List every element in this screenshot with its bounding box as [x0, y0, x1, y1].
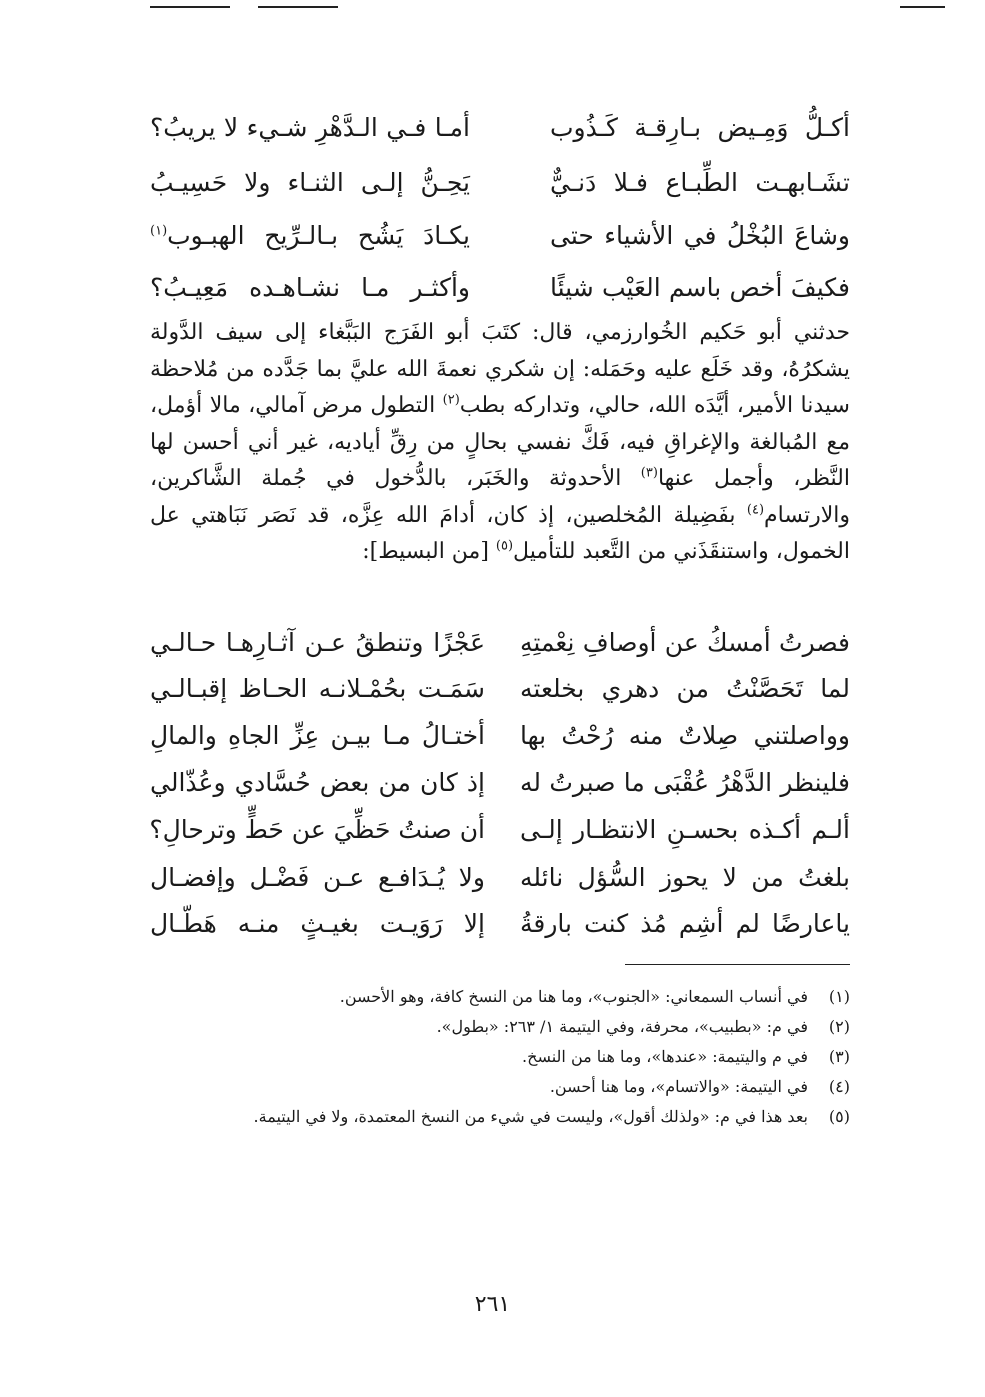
footnote-text: في اليتيمة: «والاتسام»، وما هنا أحسن.: [549, 1077, 808, 1096]
verse-second-hemistich: [150, 163, 470, 203]
verse-first-hemistich: لما تَحَصَّنْتُ من دهري بخلعته: [520, 674, 850, 703]
footnote: [150, 982, 850, 1012]
verse-first-hemistich: تشَـابهـت الطِّبـاع فـلا دَنـيٌّ: [550, 168, 850, 197]
verse-line: [150, 763, 850, 813]
hemistich-text: أمـا فـي الـدَّهْرِ شـيء لا يريبُ؟: [150, 113, 470, 142]
verse-line: [150, 716, 850, 766]
header-rule: [900, 6, 945, 8]
verse-line: [150, 108, 850, 158]
verse-second-hemistich: أختـالُ مـا بيـن عِزِّ الجاهِ والمالِ: [150, 721, 485, 750]
footnotes: [150, 982, 850, 1132]
footnote-marker: (٤): [746, 502, 765, 518]
hemistich-text: وأكثـر مـا نشـاهـده مَعِيـبُ؟: [150, 273, 470, 302]
verse-first-hemistich: وواصلتني صِلاتٌ منه رُحْتُ بها: [520, 721, 850, 750]
verse-line: [150, 669, 850, 719]
footnote: [150, 1012, 850, 1042]
footnote-marker: (٥): [495, 538, 514, 554]
verse-line: [150, 904, 850, 954]
verse-first-hemistich: وشاعَ البُخْلُ في الأشياء حتى: [550, 221, 850, 250]
verse-second-hemistich: [150, 268, 470, 308]
verse-second-hemistich: سَمَـت بحُمْـلانـه الحـاظ إقبـالـي: [150, 674, 485, 703]
footnote: [150, 1042, 850, 1072]
header-rule: [150, 6, 230, 8]
footnote-number: (٣): [828, 1047, 850, 1066]
verse-line: [150, 163, 850, 213]
footnote-text: بعد هذا في م: «ولذلك أقول»، وليست في شيء من النسخ المعتمدة، ولا في اليتيمة.: [253, 1107, 808, 1126]
footnote-number: (٥): [828, 1107, 850, 1126]
prose-text: حدثني أبو حَكيم الخُوارزمي، قال: كتَبَ أبو الفَرَج البَبَّغاء إلى سيف الدَّولة يشكرُهُ، وقد خَلَع عليه وحَمَله: إن شكري نعمةَ الله عليَّ بما جَدَّده من مُلاحظة سيدنا الأمير، أيَّدَه الله، حالي، وتداركه بطب: [150, 320, 850, 418]
footnote-number: (١): [828, 987, 850, 1006]
prose-text: التطول مرض آمالي، مالا أؤمل، مع المُبالغة والإغراقِ فيه، فَكَّ نفسي بحالٍ من رِقِّ أياديه، غير أني أحسن لها النَّظر، وأجمل عنها: [150, 393, 850, 491]
prose-paragraph: [150, 315, 850, 571]
footnote-separator: [625, 964, 850, 965]
verse-line: [150, 216, 850, 266]
footnote: [150, 1072, 850, 1102]
verse-first-hemistich: ياعارضًا لم أشِم مُذ كنت بارقةُ: [520, 909, 850, 938]
verse-line: [150, 268, 850, 318]
verse-first-hemistich: فكيفَ أخص باسم العَيْب شيئًا: [550, 273, 850, 302]
verse-first-hemistich: بلغتُ من لا يحوز السُّؤل نائله: [520, 863, 850, 892]
footnote-marker: (٢): [442, 392, 460, 408]
verse-line: [150, 810, 850, 860]
verse-first-hemistich: فصرتُ أمسكُ عن أوصافِ نِعْمتِهِ: [520, 628, 850, 657]
footnote-marker: (١): [150, 223, 168, 239]
footnote-number: (٤): [828, 1077, 850, 1096]
footnote-text: في م واليتيمة: «عندها»، وما هنا من النسخ.: [522, 1047, 808, 1066]
verse-second-hemistich: ولا يُـدَافـع عـن فَضْـل وإفضـال: [150, 863, 485, 892]
verse-second-hemistich: أن صنتُ حَظِّيَ عن حَطٍّ وترحالِ؟: [149, 815, 485, 844]
footnote: [150, 1102, 850, 1132]
verse-line: [150, 858, 850, 908]
footnote-text: في م: «بطبيب»، محرفة، وفي اليتيمة ١/ ٢٦٣: «بطول».: [436, 1017, 808, 1036]
verse-second-hemistich: [150, 216, 470, 256]
footnote-number: (٢): [828, 1017, 850, 1036]
prose-text: [من البسيط]:: [362, 539, 496, 564]
verse-second-hemistich: [150, 108, 470, 148]
verse-second-hemistich: إذ كان من بعض حُسَّادي وعُذّالي: [150, 768, 485, 797]
page-number: ٢٦١: [474, 1292, 511, 1317]
verse-second-hemistich: عَجْزًا وتنطقُ عـن آثـارِهـا حـالـي: [150, 628, 485, 657]
verse-second-hemistich: إلا رَوَيـت بغيـثٍ منـه هَطّـال: [150, 909, 485, 938]
verse-first-hemistich: ألـم أكـذه بحسـنِ الانتظـار إلـى: [520, 815, 850, 844]
prose-text: بفَضِيلة المُخلصين، إذ كان، أدامَ الله عِزَّه، قد نَصَر نَبَاهتي عل الخمول، واستنقَذَني من التَّعبد للتأميل: [150, 502, 850, 564]
header-rule: [258, 6, 338, 8]
footnote-marker: (٣): [640, 465, 658, 481]
verse-line: [150, 623, 850, 673]
verse-first-hemistich: فلينظر الدَّهْرُ عُقْبَى ما صبرتُ له: [520, 768, 850, 797]
prose-text: الأحدوثة والخَبَر، بالدُّخول في جُملة الشَّاكرين، والارتسام: [150, 466, 850, 528]
footnote-text: في أنساب السمعاني: «الجنوب»، وما هنا من النسخ كافة، وهو الأحسن.: [339, 987, 808, 1006]
verse-first-hemistich: أكـلُّ وَمِـيض بـارِقـة كَـذُوب: [550, 113, 850, 142]
hemistich-text: يَحِـنُّ إلـى الثنـاء ولا حَسِيـبُ: [150, 168, 470, 197]
hemistich-text: يكـادَ يَشُح بـالـرِّيح الهبـوب: [167, 221, 470, 250]
